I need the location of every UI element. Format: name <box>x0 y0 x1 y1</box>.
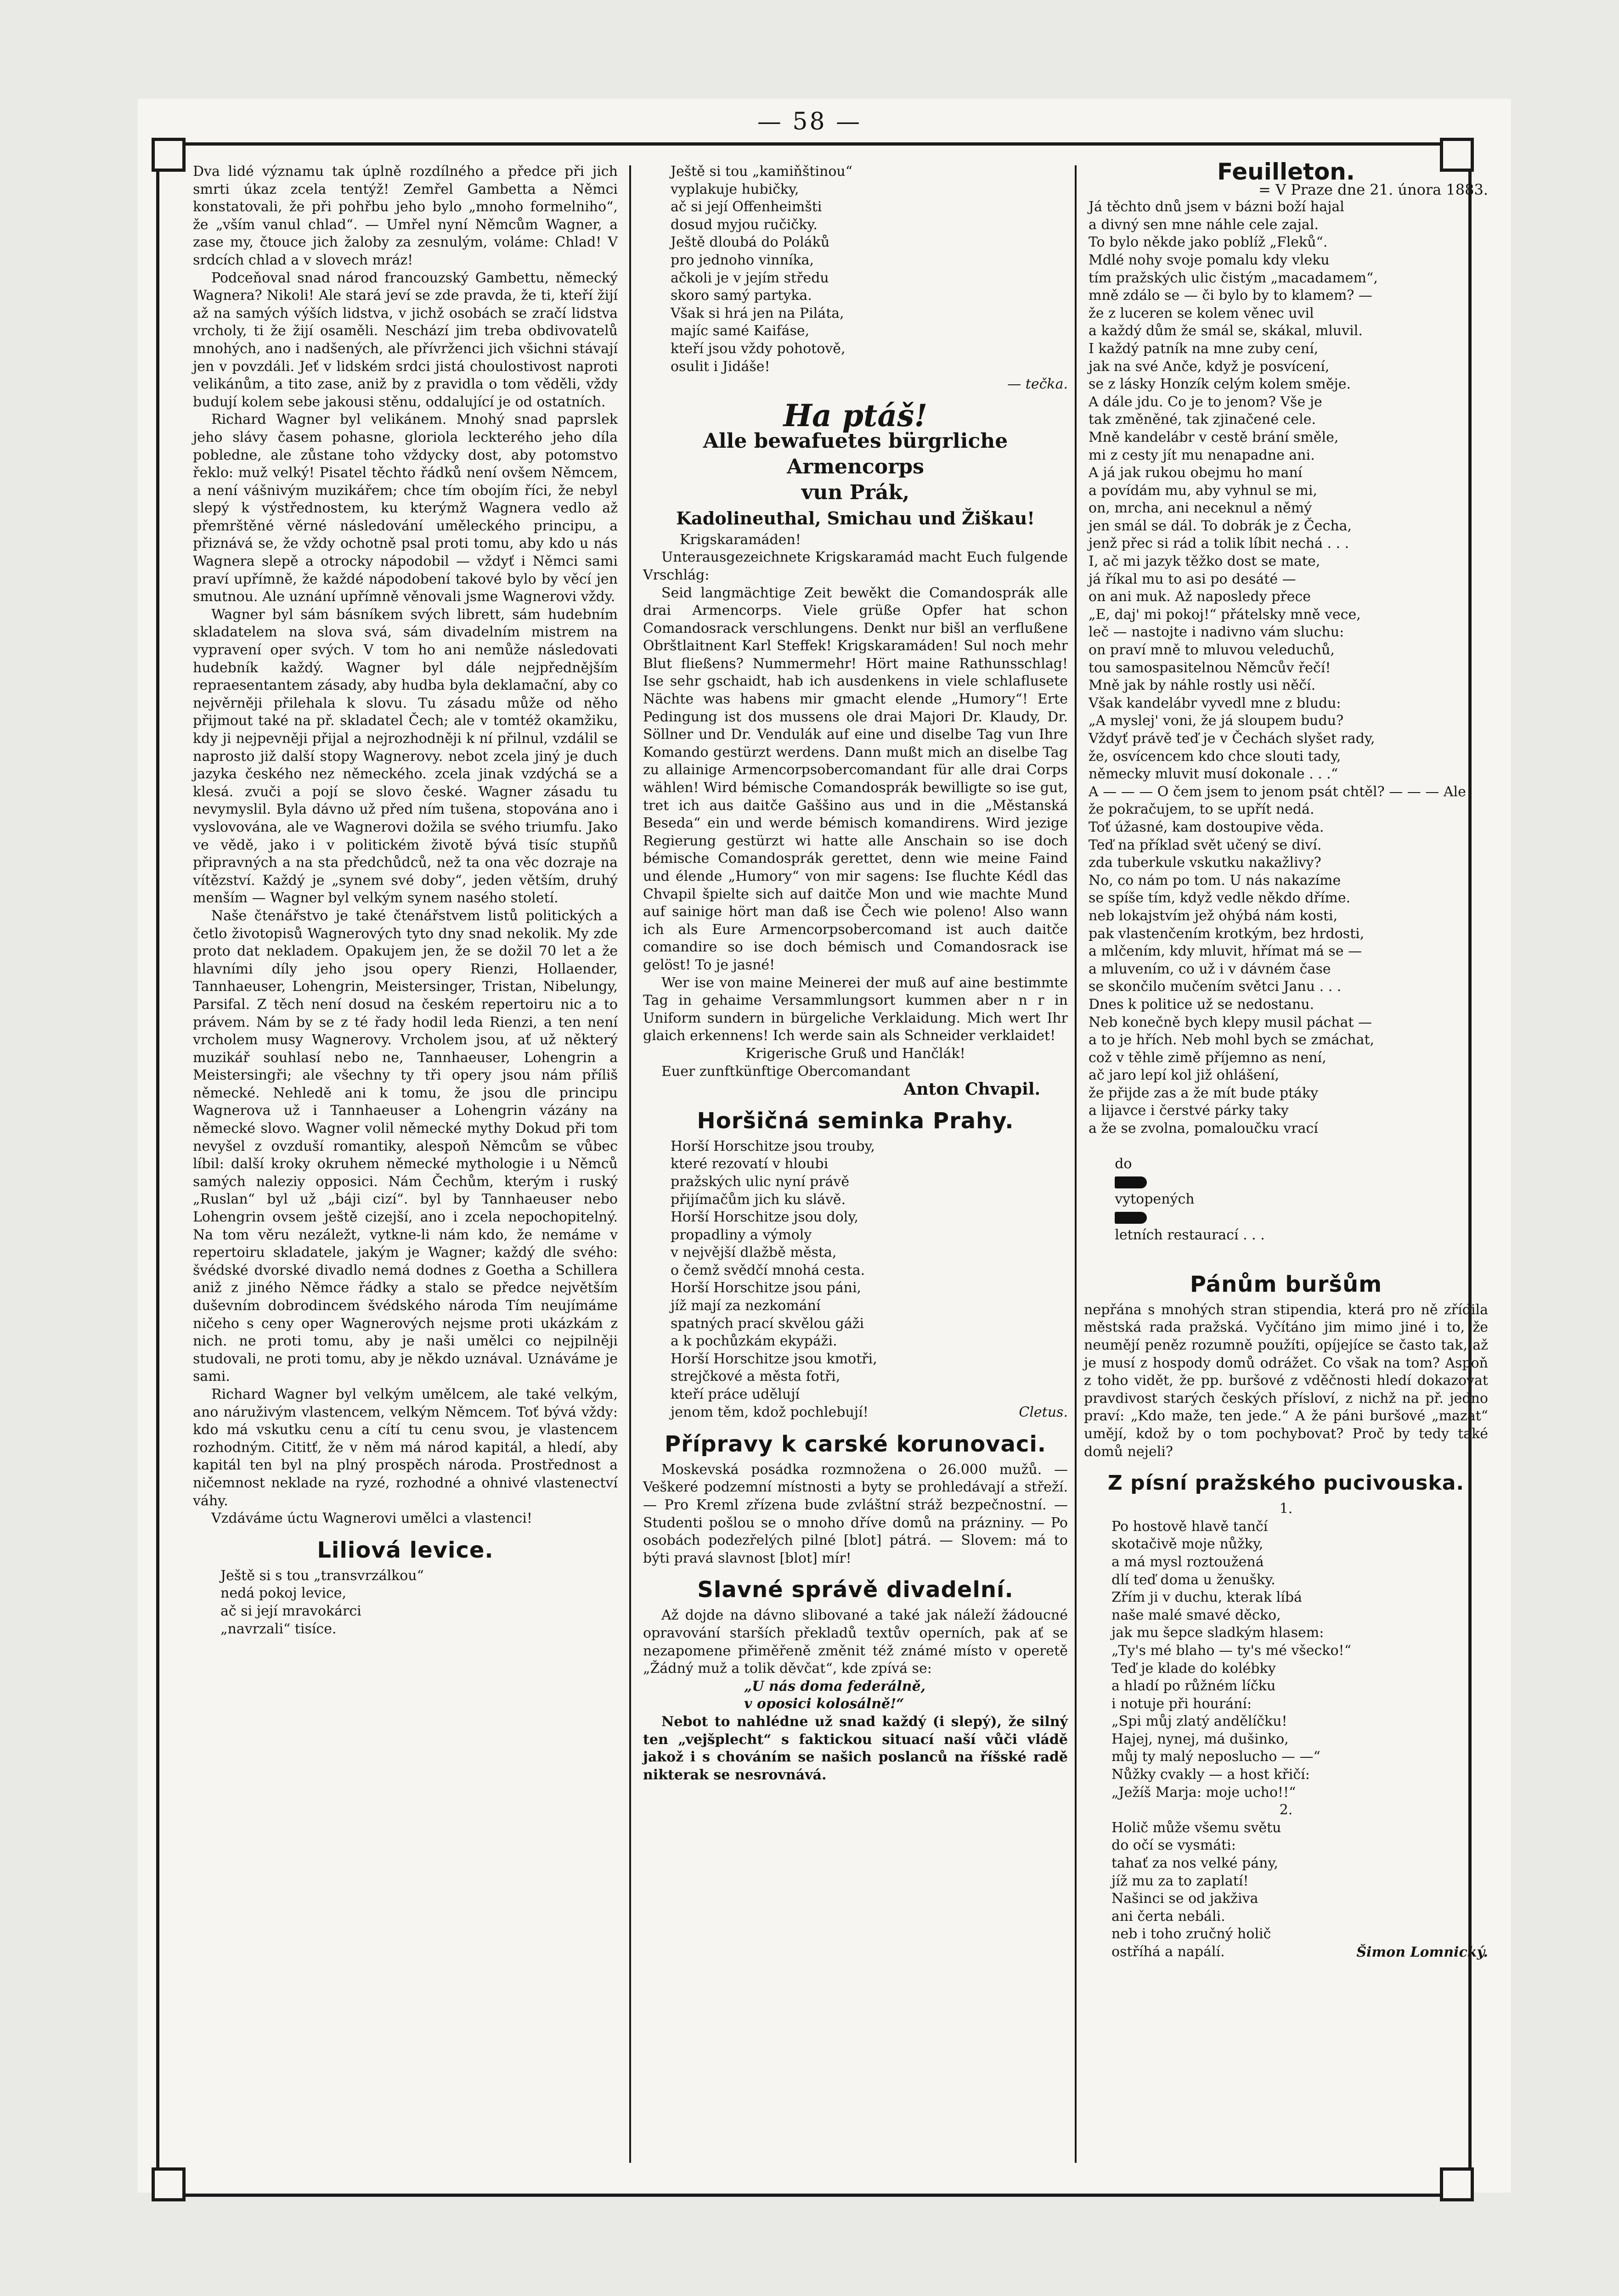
poem-line: A já jak rukou obejmu ho maní <box>1089 465 1303 481</box>
corner-ornament <box>1440 2167 1474 2201</box>
poem-line: jak na své Anče, když je posvícení, <box>1089 358 1330 375</box>
quote-line: v oposici kolosálně!“ <box>744 1696 904 1712</box>
poem-line: se spíše tím, když vedle někdo dříme. <box>1089 890 1351 906</box>
poem-line: tak změněné, tak zjinačené cele. <box>1089 411 1316 428</box>
pripravy-text: Moskevská posádka rozmnožena o 26.000 mužů. — Veškeré podzemní místnosti a byty se prohledávají a střeží. — Pro Kreml zřízena bude zvláštní stráž bezpečnostní. — Studenti pošlou se o mnoho dříve domů na prázniny. — Po osobách podezřelých pilné [blot] pátrá. — Slovem: má to býti pravá slavnost [blot] mír! <box>643 1461 1068 1566</box>
panum-bursum-title: Pánům buršům <box>1190 1271 1382 1297</box>
poem-line: a má mysl roztoužená <box>1111 1553 1264 1570</box>
poem-line: Holič může všemu světu <box>1111 1819 1281 1836</box>
column-rule <box>1075 165 1077 2163</box>
column-right <box>1084 158 1488 1961</box>
poem-line: Po hostově hlavě tančí <box>1111 1518 1268 1535</box>
poem-line: Vždyť právě teď je v Čechách slyšet rady, <box>1089 731 1375 747</box>
poem-line: že z luceren se kolem věnec uvil <box>1089 305 1314 321</box>
horsicna-poem <box>643 1138 1068 1422</box>
poem-line: dosud myjou ručičky. <box>671 216 818 233</box>
slavne-sprave-text: Až dojde na dávno slibované a také jak náleží žádoucné opravování starších překladů textův operních, pak ať se nezapomene přiměřeně změnit též známé místo v operetě „Žádný muž a tolik děvčat“, kde zpívá se: <box>643 1607 1068 1677</box>
poem-line: skoro samý partyka. <box>671 287 812 304</box>
column-middle <box>643 163 1068 1784</box>
poem-line: propadliny a výmoly <box>671 1227 812 1243</box>
poem-line: To bylo někde jako poblíž „Fleků“. <box>1089 234 1328 251</box>
poem-line: skotačivě moje nůžky, <box>1111 1536 1264 1553</box>
poem-line: ani čerta nebáli. <box>1111 1908 1225 1925</box>
column-rule <box>629 165 631 2163</box>
ha-ptas-subtitle: Kadolineuthal, Smichau und Žiškau! <box>676 507 1035 529</box>
liliova-levice-poem <box>193 1567 618 1638</box>
corner-ornament <box>152 138 186 172</box>
poem-signature: Šimon Lomnický. <box>1356 1944 1488 1960</box>
ha-ptas-subtitle: Alle bewafuetes bürgrliche Armencorps <box>703 429 1008 478</box>
poem-signature: — tečka. <box>1007 376 1068 393</box>
poem-line: leč — nastojte i nadivno vám sluchu: <box>1089 624 1344 641</box>
poem-line: jíž mají za nezkomání <box>671 1298 821 1314</box>
poem-line: což v těhle zimě příjemno as není, <box>1089 1049 1326 1066</box>
poem-word: vytopených <box>1115 1191 1195 1208</box>
poem-line: on ani muk. Až naposledy přece <box>1089 589 1311 605</box>
z-pisni-title: Z písní pražského pucivouska. <box>1107 1471 1465 1495</box>
ha-ptas-title: Ha ptáš! <box>783 397 928 433</box>
poem-line: Ještě dloubá do Poláků <box>671 234 830 251</box>
article-paragraph: Euer zunftkünftige Obercomandant <box>661 1063 910 1080</box>
corner-ornament <box>152 2167 186 2201</box>
poem-line: tou samospasitelnou Němcův řečí! <box>1089 659 1331 676</box>
ha-ptas-subtitle: vun Prák, <box>801 480 910 504</box>
poem-line: Ještě si tou „kamiňštinou“ <box>671 163 853 180</box>
article-paragraph: Unterausgezeichnete Krigskaramád macht Euch fulgende Vrschlág: <box>643 549 1068 583</box>
poem-line: „navrzali“ tisíce. <box>220 1621 337 1637</box>
page-number: — 58 — <box>757 108 862 135</box>
poem-line: jenom těm, kdož pochlebují! <box>671 1404 869 1420</box>
poem-line: jak mu šepce sladkým hlasem: <box>1111 1625 1324 1641</box>
poem-line: Mně jak by náhle rostly usi něčí. <box>1089 677 1316 694</box>
poem-line: Toť úžasné, kam dostoupive věda. <box>1089 819 1324 835</box>
poem-line: Našinci se od jakživa <box>1111 1891 1258 1907</box>
poem-line: mi z cesty jít mu nenapadne ani. <box>1089 447 1315 463</box>
wagner-article <box>193 163 618 1528</box>
column-left <box>193 163 618 1638</box>
poem-line: dlí teď doma u ženušky. <box>1111 1571 1275 1588</box>
place-date: = V Praze dne 21. února 1883. <box>1258 180 1488 198</box>
poem-line: I, ač mi jazyk těžko dost se mate, <box>1089 553 1320 570</box>
slavne-sprave-text: Nebot to nahlédne už snad každý (i slepý), že silný ten „vejšplecht“ s faktickou situací naší vůči vládě jakož i s chováním se našich poslanců na říšské radě nikterak se nesrovnává. <box>643 1713 1068 1783</box>
poem-line: kteří jsou vždy pohotově, <box>671 340 846 357</box>
article-paragraph: Krigerische Gruß und Hančlák! <box>745 1045 965 1062</box>
poem-line: on praví mně to mluvou veleduchů, <box>1089 642 1335 658</box>
feuilleton-title: Feuilleton. <box>1217 158 1355 185</box>
poem-line: a to je hřích. Neb mohl bych se zmáchat, <box>1089 1032 1375 1048</box>
ha-ptas-body <box>643 549 1068 1080</box>
poem-line: tahať za nos velké pány, <box>1111 1855 1278 1872</box>
poem-line: pro jednoho vinníka, <box>671 252 814 268</box>
poem-line: se skončilo mučením světci Janu . . . <box>1089 979 1342 995</box>
poem-line: majíc samé Kaifáse, <box>671 323 810 339</box>
poem-line: Horší Horschitze jsou trouby, <box>671 1138 875 1154</box>
horsicna-title: Horšičná seminka Prahy. <box>697 1108 1014 1134</box>
poem-line: Nůžky cvakly — a host křičí: <box>1111 1767 1310 1783</box>
poem-line: Horší Horschitze jsou páni, <box>671 1280 862 1296</box>
poem-line: ač jaro lepí kol již ohlášení, <box>1089 1067 1280 1084</box>
poem-line: „Ježíš Marja: moje ucho!!“ <box>1111 1784 1296 1801</box>
panum-bursum-text: nepřána s mnohých stran stipendia, která pro ně zřídila městská rada pražská. Vyčítáno jim mimo jiné i to, že neumějí peněz rozumně použíti, opíjejíce se často tak, až je musí z hospody domů odrážet. Co však na tom? Aspoň z toho vidět, že pp. buršové z vděčnosti hledí dokazovat pravdivost starých českých přísloví, z nichž na př. jedno praví: „Kdo maže, ten jede.“ A že páni buršové „mazat“ umějí, kdož by o tom pochybovat? Proč by tedy také domů nejeli? <box>1084 1301 1488 1460</box>
poem-line: a že se zvolna, pomaloučku vrací <box>1089 1120 1318 1137</box>
poem-line: já říkal mu to asi po desáté — <box>1089 571 1296 587</box>
poem-line: on, mrcha, ani neceknul a němý <box>1089 500 1312 517</box>
poem-line: naše malé smavé děcko, <box>1111 1607 1281 1623</box>
poem-line: Ještě si s tou „transvrzálkou“ <box>220 1567 424 1584</box>
poem-signature: Cletus. <box>1019 1404 1068 1421</box>
poem-number: 2. <box>1279 1802 1293 1818</box>
slavne-sprave-title: Slavné správě divadelní. <box>697 1577 1014 1603</box>
poem-line: a povídám mu, aby vyhnul se mi, <box>1089 482 1317 499</box>
poem-line: Zřím ji v duchu, kterak líbá <box>1111 1589 1302 1606</box>
ha-ptas-salutation: Krigskaramáden! <box>680 531 801 548</box>
kaminstina-poem <box>643 163 1068 376</box>
poem-word: letních restaurací . . . <box>1115 1227 1265 1243</box>
poem-line: vyplakuje hubičky, <box>671 181 799 197</box>
poem-line: „A myslej' voni, že já sloupem budu? <box>1089 713 1344 729</box>
poem-line: ostříhá a napálí. <box>1111 1944 1225 1960</box>
poem-line: Horší Horschitze jsou kmotři, <box>671 1351 877 1367</box>
poem-line: že přijde zas a že mít bude ptáky <box>1089 1085 1319 1101</box>
poem-line: a každý dům že smál se, skákal, mluvil. <box>1089 323 1363 339</box>
poem-line: Mně kandelábr v cestě brání směle, <box>1089 429 1339 445</box>
article-paragraph: Richard Wagner byl velikánem. Mnohý snad paprslek jeho slávy časem pohasne, gloriola leckterého jeho díla pobledne, ale zůstane toho vždycky dost, aby potomstvo řeklo: muž velký! Pisatel těchto řádků není ovšem Němcem, a není vášnivým muzikářem; chce tím obojím říci, že nebyl slepý k výstřednostem, ku kterýmž Wagnera vedlo až přemrštěné věrné následování uměleckého principu, a přiznává se, že vždy ochotně psal proti tomu, aby kdo u nás Wagnera slepě a otrocky nápodobil — vždyť i Němci sami praví upřímně, že každé nápodobení takové bylo by věcí jen smutnou. Ale uznání upřímně věnovali jsme Wagnerovi vždy. <box>193 411 618 605</box>
z-pisni-poem-1 <box>1084 1518 1488 1802</box>
poem-line: o čemž svědčí mnohá cesta. <box>671 1262 865 1278</box>
pointing-hand-icon <box>1115 1212 1147 1224</box>
poem-line: ač si její Offenheimšti <box>671 199 822 215</box>
poem-line: Dnes k politice už se nedostanu. <box>1089 996 1314 1013</box>
poem-line: jen smál se dál. To dobrák je z Čecha, <box>1089 518 1352 534</box>
poem-line: Teď je klade do kolébky <box>1111 1660 1276 1677</box>
poem-word: do <box>1115 1156 1132 1172</box>
article-paragraph: Wagner byl sám básníkem svých librett, sám hudebním skladatelem na slova svá, sám divadelním mistrem na vypravení oper svých. V tom ho ani nemůže následovati hudebník každý. Wagner byl dále nejpřednějším repraesentantem zásady, aby hudba byla deklamační, aby co nejvěrněji přilehala k slovu. Tu zásadu může od něho přijmout také na př. skladatel Čech; ale v tomtéž okamžiku, kdy ji nejpevněji přijal a nejrozhodněji k ní přilnul, vzdálil se naprosto již další stopy Wagnerovy. nebot zcela jiný je duch jazyka českého nez německého. zcela jinak vzdýchá se a klesá. zvuči a pojí se slovo české. Wagner zásadu tu nevymyslil. Byla dávno už před ním tušena, stopována ano i vyslovována, ale ve Wagnerovi dožila se svého triumfu. Jako ve vědě, jako i v politickém životě bývá tisíc stupňů připravných a na sta předchůdců, než ta ona věc dozraje na vítězství. Každý je „synem své doby“, jeden větším, druhý menším — Wagner byl velkým synem nasého století. <box>193 606 618 906</box>
poem-line: Neb konečně bych klepy musil páchat — <box>1089 1014 1372 1030</box>
article-paragraph: Wer ise von maine Meinerei der muß auf aine bestimmte Tag in gehaime Versammlungsort kummen aber n r in Uniform sundern in bürgeliche Verklaidung. Mich wert Ihr glaich erkennens! Ich werde sain als Schneider verklaidet! <box>643 974 1068 1044</box>
poem-line: tím pražských ulic čistým „macadamem“, <box>1089 270 1378 286</box>
feuilleton-poem <box>1084 198 1488 1262</box>
poem-line: neb i toho zručný holič <box>1111 1926 1271 1942</box>
poem-line: osulit i Jidáše! <box>671 358 770 375</box>
poem-line: I každý patník na mne zuby cení, <box>1089 340 1319 357</box>
poem-line: „Ty's mé blaho — ty's mé všecko!“ <box>1111 1642 1351 1659</box>
poem-line: v nejvější dlažbě města, <box>671 1244 837 1261</box>
poem-line: můj ty malý neposlucho — —“ <box>1111 1749 1320 1765</box>
poem-line: Teď na příklad svět učený se diví. <box>1089 837 1322 853</box>
poem-line: se z lásky Honzík celým kolem směje. <box>1089 376 1351 393</box>
poem-line: „E, daj' mi pokoj!“ přátelsky mně vece, <box>1089 606 1361 623</box>
poem-line: Horší Horschitze jsou doly, <box>671 1209 858 1226</box>
poem-line: Hajej, nynej, má dušinko, <box>1111 1731 1289 1747</box>
poem-line: „Spi můj zlatý andělíčku! <box>1111 1713 1287 1730</box>
article-paragraph: Podceňoval snad národ francouzský Gambettu, německý Wagnera? Nikoli! Ale stará jeví se zde pravda, že ti, kteří žijí až na samých výších lidstva, v jichž osobách se zračí lidstva vrcholy, ti že žijí osaměli. Neschází jim treba obdivovatelů mnohých, ano i nadšených, ale přívrženci jich všichni stávají jen v povzdáli. Jeť v lidském srdci jistá choulostivost naproti velikánům, a tito zase, aniž by z pravidla o tom věděli, vždy budují kolem sebe jakousi stěnu, oddalující je od ostatních. <box>193 270 618 410</box>
poem-line: že, osvícencem kdo chce slouti tady, <box>1089 748 1341 765</box>
poem-number: 1. <box>1279 1501 1293 1517</box>
ha-ptas-signature: Anton Chvapil. <box>903 1080 1040 1099</box>
poem-line: ačkoli je v jejím středu <box>671 270 829 286</box>
z-pisni-poem-2 <box>1084 1819 1488 1961</box>
poem-line: a k pochůzkám ekypáži. <box>671 1333 837 1350</box>
poem-line: No, co nám po tom. U nás nakazíme <box>1089 872 1341 889</box>
poem-line: že pokračujem, to se upřít nedá. <box>1089 801 1314 818</box>
pripravy-title: Přípravy k carské korunovaci. <box>664 1431 1047 1457</box>
poem-line: spatných prací skvělou gáži <box>671 1315 864 1332</box>
article-paragraph: Seid langmächtige Zeit bewěkt die Comandosprák alle drai Armencorps. Viele grüße Opfer hat schon Comandosrack verschlungens. Denkt nur bišl an verflußene Obrštlaitnent Karl Steffek! Krigskaramáden! Sul noch mehr Blut fließens? Nummermehr! Hört maine Rathunsschlag! Ise sehr gschaidt, hab ich ausdenkens in viele schlaflusete Nächte was habens mir gmacht elende „Humory“! Erte Pedingung ist dos mussens ole drai Majori Dr. Klaudy, Dr. Söllner und Dr. Vendulák auf eine und diselbe Tag vun Ihre Komando gestürzt werdens. Dann mußt mich an diselbe Tag zu allainige Armencorpsobercomandant für alle drai Corps wählen! Wird bémische Comandosprák bewilligte so ise gut, tret ich aus daitče Gaššino aus und in die „Městanská Beseda“ ein und werde bémisch komandirens. Wird jezige Regierung gestürzt wi hatte alle Anschain so ise doch bémische Comandosprák gerettet, denn wie meine Faind und élende „Humory“ von mir sagens: Ise fluchte Kédl das Chvapil špielte sich auf daitče Mon und wie machte Mund auf sainige hört man daß ise Čech wie poleno! Also wann ich als Eure Armencorpsobercomand ist auch daitče comandire so ise doch bémisch und Comandosrack ise gelöst! To je jasné! <box>643 585 1068 973</box>
poem-line: strejčkové a města fotři, <box>671 1368 841 1385</box>
poem-line: do očí se vysmáti: <box>1111 1837 1236 1854</box>
poem-line: jenž přec si rád a tolik líbit nechá . . . <box>1089 535 1349 552</box>
poem-line: a mluvením, co už i v dávném čase <box>1089 961 1331 977</box>
article-paragraph: Vzdáváme úctu Wagnerovi umělci a vlastenci! <box>211 1510 532 1527</box>
poem-line: neb lokajstvím jež ohýbá nám kosti, <box>1089 907 1338 924</box>
poem-line: a divný sen mne náhle cele zajal. <box>1089 216 1319 233</box>
poem-line: Však kandelábr vyvedl mne z bludu: <box>1089 695 1341 711</box>
poem-line: pražských ulic nyní právě <box>671 1173 850 1190</box>
poem-line: které rezovatí v hloubi <box>671 1156 829 1172</box>
article-paragraph: Richard Wagner byl velkým umělcem, ale také velkým, ano náruživým vlastencem, velkým Němcem. Toť bývá vždy: kdo má vskutku cenu a cítí tu cenu svou, je vlastencem rozhodným. Cititť, že v něm má národ kapitál, a hledí, aby kapitál ten byl na plný prospěch národa. Prostřednost a ničemnost neklade na ryzé, rozhodné a ohnivé vlastenectví váhy. <box>193 1386 618 1509</box>
poem-line: i notuje při hourání: <box>1111 1695 1252 1712</box>
poem-line: kteří práce udělují <box>671 1386 800 1403</box>
poem-line: ač si její mravokárci <box>220 1603 361 1619</box>
poem-line-with-hands <box>1084 1138 1488 1262</box>
poem-line: a lijavce i čerstvé párky taky <box>1089 1103 1289 1119</box>
poem-line: zda tuberkule vskutku nakažlivy? <box>1089 855 1321 871</box>
poem-line: Mdlé nohy svoje pomalu kdy vleku <box>1089 252 1330 268</box>
liliova-levice-title: Liliová levice. <box>317 1537 494 1563</box>
article-paragraph: Naše čtenářstvo je také čtenářstvem listů politických a četlo životopisů Wagnerových tyto dny snad nekolik. My zde proto dat nekladem. Opakujem jen, že se dožil 70 let a že hlavními díly jeho jsou opery Rienzi, Hollaender, Tannhaeuser, Lohengrin, Meistersinger, Tristan, Nibelungy, Parsifal. Z těch není dosud na českém repertoiru nic a to právem. Nám by se z té řady hodil leda Rienzi, a ten není vrcholem musy Wagnerovy. Vrcholem jsou, ať už některý muzikář souhlasí nebo ne, Tannhaeuser, Lohengrin a Meistersingři; ale všechny ty tři opery jsou nám příliš německé. Nehledě ani k tomu, že jsou dle principu Wagnerova už i Tannhaeuser a Lohengrin vázány na německé slovo. Wagner volil německé mythy Dokud při tom nevyšel z ovzduší romantiky, alespoň Němcům se vůbec líbil: další kroky okruhem německé mythologie i u Němců samých naleziy opposici. Nám Čechům, kterým i ruský „Ruslan“ byl už „báji cizí“. byl by Tannhaeuser nebo Lohengrin ovsem ještě cizejší, ano i zcela nepochopitelný. Na tom věru nezáležt, vytkne-li nám kdo, že nemáme v repertoiru skladatele, jakým je Wagner; každý dle svého: švédské dvorské divadlo nemá dodnes z Goetha a Schillera aniž z jiného Němce řádky a stalo se předce největším duševním dobrodincem švédského národa Tím neujímáme ničeho s ceny oper Wagnerových nejsme proti ukázkám z nich. ne proti tomu, aby je naši umělci co nejpilněji studovali, ne proti tomu, aby je někdo uznával. Uznáváme je sami. <box>193 907 618 1385</box>
poem-line: Já těchto dnů jsem v bázni boží hajal <box>1089 199 1344 215</box>
poem-line: Však si hrá jen na Piláta, <box>671 305 844 321</box>
poem-line: mně zdálo se — či bylo by to klamem? — <box>1089 287 1372 304</box>
pointing-hand-icon <box>1115 1176 1147 1188</box>
poem-line: přijímačům jich ku slávě. <box>671 1191 846 1208</box>
poem-line: nedá pokoj levice, <box>220 1585 347 1602</box>
poem-line: A dále jdu. Co je to jenom? Vše je <box>1089 394 1322 410</box>
poem-line: a mlčením, kdy mluvit, hřímat má se — <box>1089 943 1362 960</box>
article-paragraph: Dva lidé významu tak úplně rozdílného a předce při jich smrti úkaz zcela tentýž! Zemřel Gambetta a Němci konstatovali, že při pohřbu jeho bylo „mnoho formelniho“, že „vším vanul chlad“. — Umřel nyní Němcům Wagner, a zase my, čtouce jich žaloby za zesnulým, voláme: Chlad! V srdcích chlad a v slovech mráz! <box>193 163 618 268</box>
poem-line: A — — — O čem jsem to jenom psát chtěl? — — — Ale <box>1089 783 1466 800</box>
poem-line: německy mluvit musí dokonale . . .“ <box>1089 766 1338 782</box>
quote-line: „U nás doma federálně, <box>744 1678 926 1694</box>
poem-line: jíž mu za to zaplatí! <box>1111 1873 1249 1889</box>
poem-line: pak vlastenčením krotkým, bez hrdosti, <box>1089 925 1365 942</box>
poem-line: a hladí po růžném líčku <box>1111 1678 1276 1694</box>
